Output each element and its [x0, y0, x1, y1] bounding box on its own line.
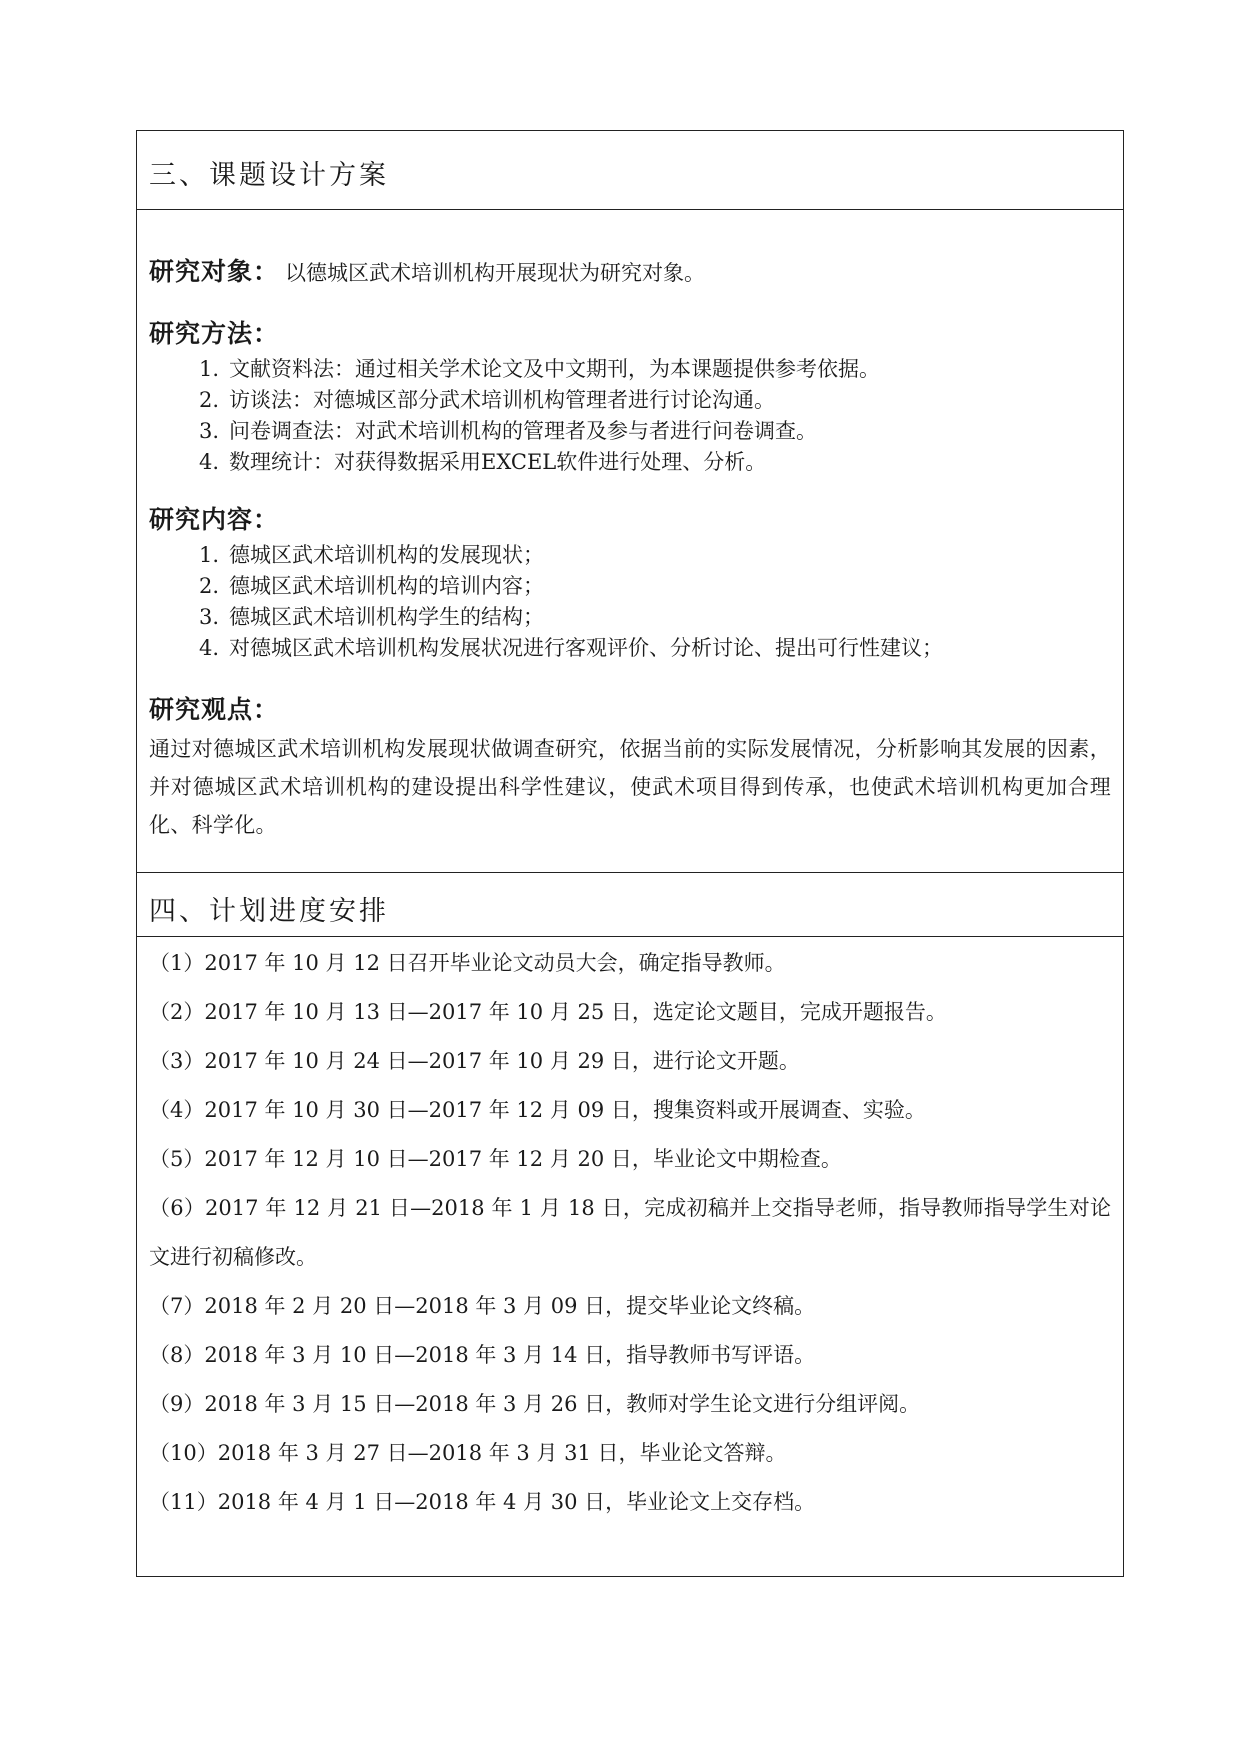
schedule-item: （1）2017 年 10 月 12 日召开毕业论文动员大会，确定指导教师。: [149, 951, 786, 975]
schedule-list: [149, 939, 1111, 1527]
list-item-text: 访谈法：对德城区部分武术培训机构管理者进行讨论沟通。: [229, 388, 775, 412]
list-item-text: 对德城区武术培训机构发展状况进行客观评价、分析讨论、提出可行性建议；: [229, 636, 943, 660]
research-methods-list: [149, 354, 1111, 478]
list-item-text: 文献资料法：通过相关学术论文及中文期刊，为本课题提供参考依据。: [229, 357, 880, 381]
schedule-item: （11）2018 年 4 月 1 日—2018 年 4 月 30 日，毕业论文上交存档。: [149, 1490, 816, 1514]
list-item: [149, 385, 1111, 416]
schedule-item: （4）2017 年 10 月 30 日—2017 年 12 月 09 日，搜集资料或开展调查、实验。: [149, 1098, 926, 1122]
schedule-item: （10）2018 年 3 月 27 日—2018 年 3 月 31 日，毕业论文答辩。: [149, 1441, 787, 1465]
research-contents: [149, 500, 1111, 664]
list-item-number: 2.: [199, 574, 220, 598]
list-item-text: 德城区武术培训机构的培训内容；: [229, 574, 544, 598]
list-item-text: 数理统计：对获得数据采用EXCEL软件进行处理、分析。: [229, 450, 767, 474]
list-item-number: 4.: [199, 636, 220, 660]
list-item-text: 德城区武术培训机构学生的结构；: [229, 605, 544, 629]
list-item-number: 4.: [199, 450, 220, 474]
research-views-heading: 研究观点：: [149, 695, 280, 724]
section4-header-cell: [137, 873, 1123, 937]
schedule-item: （5）2017 年 12 月 10 日—2017 年 12 月 20 日，毕业论文中期检查。: [149, 1147, 842, 1171]
list-item-number: 3.: [199, 605, 220, 629]
schedule-item: （3）2017 年 10 月 24 日—2017 年 10 月 29 日，进行论文开题。: [149, 1049, 800, 1073]
list-item: [149, 633, 1111, 664]
list-item-number: 3.: [199, 419, 220, 443]
research-contents-list: [149, 540, 1111, 664]
list-item-text: 问卷调查法：对武术培训机构的管理者及参与者进行问卷调查。: [229, 419, 817, 443]
list-item: [149, 416, 1111, 447]
schedule-item: （8）2018 年 3 月 10 日—2018 年 3 月 14 日，指导教师书写评语。: [149, 1343, 816, 1367]
schedule-item: （2）2017 年 10 月 13 日—2017 年 10 月 25 日，选定论文题目，完成开题报告。: [149, 1000, 947, 1024]
research-object-text: 以德城区武术培训机构开展现状为研究对象。: [285, 261, 706, 285]
schedule-item: （6）2017 年 12 月 21 日—2018 年 1 月 18 日，完成初稿并上交指导老师，指导教师指导学生对论文进行初稿修改。: [149, 1196, 1111, 1269]
list-item-number: 2.: [199, 388, 220, 412]
list-item: [149, 602, 1111, 633]
list-item: [149, 571, 1111, 602]
schedule-item: （7）2018 年 2 月 20 日—2018 年 3 月 09 日，提交毕业论文终稿。: [149, 1294, 816, 1318]
section4-body-cell: [137, 937, 1123, 1576]
research-methods: [149, 314, 1111, 478]
list-item-text: 德城区武术培训机构的发展现状；: [229, 543, 544, 567]
section3-body-cell: [137, 210, 1123, 873]
research-views: [149, 690, 1111, 844]
research-object-heading: 研究对象：: [149, 257, 280, 286]
section3-title: 三、课题设计方案: [149, 160, 389, 191]
list-item-number: 1.: [199, 543, 220, 567]
section4-title: 四、计划进度安排: [149, 896, 389, 927]
list-item: [149, 447, 1111, 478]
research-methods-heading: 研究方法：: [149, 319, 280, 348]
list-item-number: 1.: [199, 357, 220, 381]
proposal-table: [136, 130, 1124, 1577]
section3-header-cell: [137, 131, 1123, 210]
research-views-text: 通过对德城区武术培训机构发展现状做调查研究，依据当前的实际发展情况，分析影响其发展的因素，并对德城区武术培训机构的建设提出科学性建议，使武术项目得到传承，也使武术培训机构更加合理化、科学化。: [149, 737, 1111, 837]
schedule-item: （9）2018 年 3 月 15 日—2018 年 3 月 26 日，教师对学生论文进行分组评阅。: [149, 1392, 921, 1416]
research-object: [149, 256, 705, 289]
list-item: [149, 540, 1111, 571]
list-item: [149, 354, 1111, 385]
research-contents-heading: 研究内容：: [149, 505, 280, 534]
